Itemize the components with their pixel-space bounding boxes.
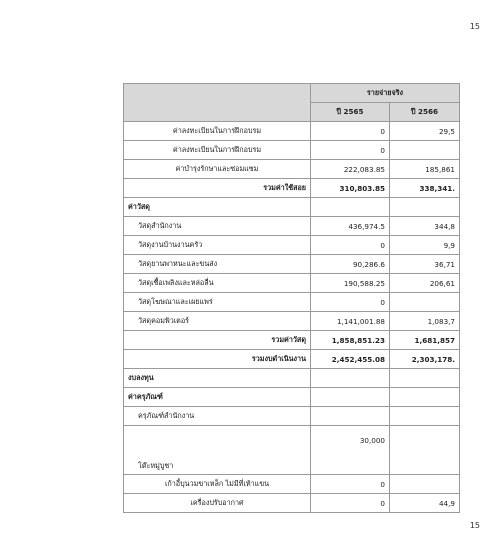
value-2565 bbox=[311, 407, 390, 426]
value-2565: 2,452,455.08 bbox=[311, 350, 390, 369]
value-2565: 222,083.85 bbox=[311, 160, 390, 179]
value-2566 bbox=[390, 141, 460, 160]
table-row bbox=[124, 160, 460, 179]
row-label: รวมค่าใช้สอย bbox=[124, 179, 311, 198]
value-2565: 310,803.85 bbox=[311, 179, 390, 198]
row-label: เก้าอี้บุนวมขาเหล็ก ไม่มีที่เท้าแขน bbox=[124, 475, 311, 494]
value-2566: 206,61 bbox=[390, 274, 460, 293]
value-2566 bbox=[390, 426, 460, 475]
value-2566: 2,303,178. bbox=[390, 350, 460, 369]
value-2566 bbox=[390, 475, 460, 494]
row-label: รวมค่าวัสดุ bbox=[124, 331, 311, 350]
table-row bbox=[124, 312, 460, 331]
value-2566: 1,083,7 bbox=[390, 312, 460, 331]
expense-table bbox=[123, 83, 460, 513]
header-blank bbox=[124, 84, 311, 122]
value-2566: 338,341. bbox=[390, 179, 460, 198]
table-row bbox=[124, 198, 460, 217]
row-label: เครื่องปรับอากาศ bbox=[124, 494, 311, 513]
page-number-top: 15 bbox=[469, 22, 480, 31]
row-label: วัสดุคอมพิวเตอร์ bbox=[124, 312, 311, 331]
value-2565: 1,141,001.88 bbox=[311, 312, 390, 331]
value-2566 bbox=[390, 369, 460, 388]
value-2566 bbox=[390, 198, 460, 217]
value-2566: 29,5 bbox=[390, 122, 460, 141]
row-label: โต๊ะหมู่บูชา bbox=[124, 426, 311, 475]
table-row bbox=[124, 350, 460, 369]
value-2565 bbox=[311, 198, 390, 217]
value-2566 bbox=[390, 293, 460, 312]
value-2565: 0 bbox=[311, 122, 390, 141]
row-label: วัสดุเชื้อเพลิงและหล่อลื่น bbox=[124, 274, 311, 293]
row-label: รวมงบดำเนินงาน bbox=[124, 350, 311, 369]
row-label: ค่าวัสดุ bbox=[124, 198, 311, 217]
value-2565: 0 bbox=[311, 494, 390, 513]
value-2565: 190,588.25 bbox=[311, 274, 390, 293]
table-row bbox=[124, 407, 460, 426]
value-2566 bbox=[390, 388, 460, 407]
value-2566: 1,681,857 bbox=[390, 331, 460, 350]
row-label: วัสดุโฆษณาและเผยแพร่ bbox=[124, 293, 311, 312]
row-label: ค่าครุภัณฑ์ bbox=[124, 388, 311, 407]
table-row bbox=[124, 255, 460, 274]
value-2566: 44,9 bbox=[390, 494, 460, 513]
value-2565: 1,858,851.23 bbox=[311, 331, 390, 350]
table-row bbox=[124, 179, 460, 198]
header-year-2565: ปี 2565 bbox=[311, 103, 390, 122]
value-2565 bbox=[311, 369, 390, 388]
row-label: ค่าบำรุงรักษาและซ่อมแซม bbox=[124, 160, 311, 179]
value-2566: 344,8 bbox=[390, 217, 460, 236]
value-2565: 0 bbox=[311, 475, 390, 494]
value-2566: 185,861 bbox=[390, 160, 460, 179]
table-row bbox=[124, 141, 460, 160]
table-row bbox=[124, 236, 460, 255]
row-label: วัสดุงานบ้านงานครัว bbox=[124, 236, 311, 255]
table-row bbox=[124, 475, 460, 494]
table-row bbox=[124, 122, 460, 141]
value-2565: 0 bbox=[311, 293, 390, 312]
table-row bbox=[124, 494, 460, 513]
value-2565: 0 bbox=[311, 236, 390, 255]
table-row bbox=[124, 369, 460, 388]
row-label: ค่าลงทะเบียนในการฝึกอบรม bbox=[124, 122, 311, 141]
value-2566: 9,9 bbox=[390, 236, 460, 255]
page-number-bottom: 15 bbox=[469, 521, 480, 530]
value-2565 bbox=[311, 388, 390, 407]
table-row bbox=[124, 426, 460, 475]
row-label: งบลงทุน bbox=[124, 369, 311, 388]
row-label: วัสดุยานพาหนะและขนส่ง bbox=[124, 255, 311, 274]
value-2565: 30,000 bbox=[311, 426, 390, 475]
table-row bbox=[124, 274, 460, 293]
value-2566: 36,71 bbox=[390, 255, 460, 274]
table-row bbox=[124, 217, 460, 236]
header-actual-expense: รายจ่ายจริง bbox=[311, 84, 460, 103]
value-2565: 436,974.5 bbox=[311, 217, 390, 236]
value-2565: 0 bbox=[311, 141, 390, 160]
row-label: ครุภัณฑ์สำนักงาน bbox=[124, 407, 311, 426]
table-row bbox=[124, 331, 460, 350]
value-2565: 90,286.6 bbox=[311, 255, 390, 274]
value-2566 bbox=[390, 407, 460, 426]
table-row bbox=[124, 388, 460, 407]
row-label: วัสดุสำนักงาน bbox=[124, 217, 311, 236]
header-year-2566: ปี 2566 bbox=[390, 103, 460, 122]
table-row bbox=[124, 293, 460, 312]
row-label: ค่าลงทะเบียนในการฝึกอบรม bbox=[124, 141, 311, 160]
